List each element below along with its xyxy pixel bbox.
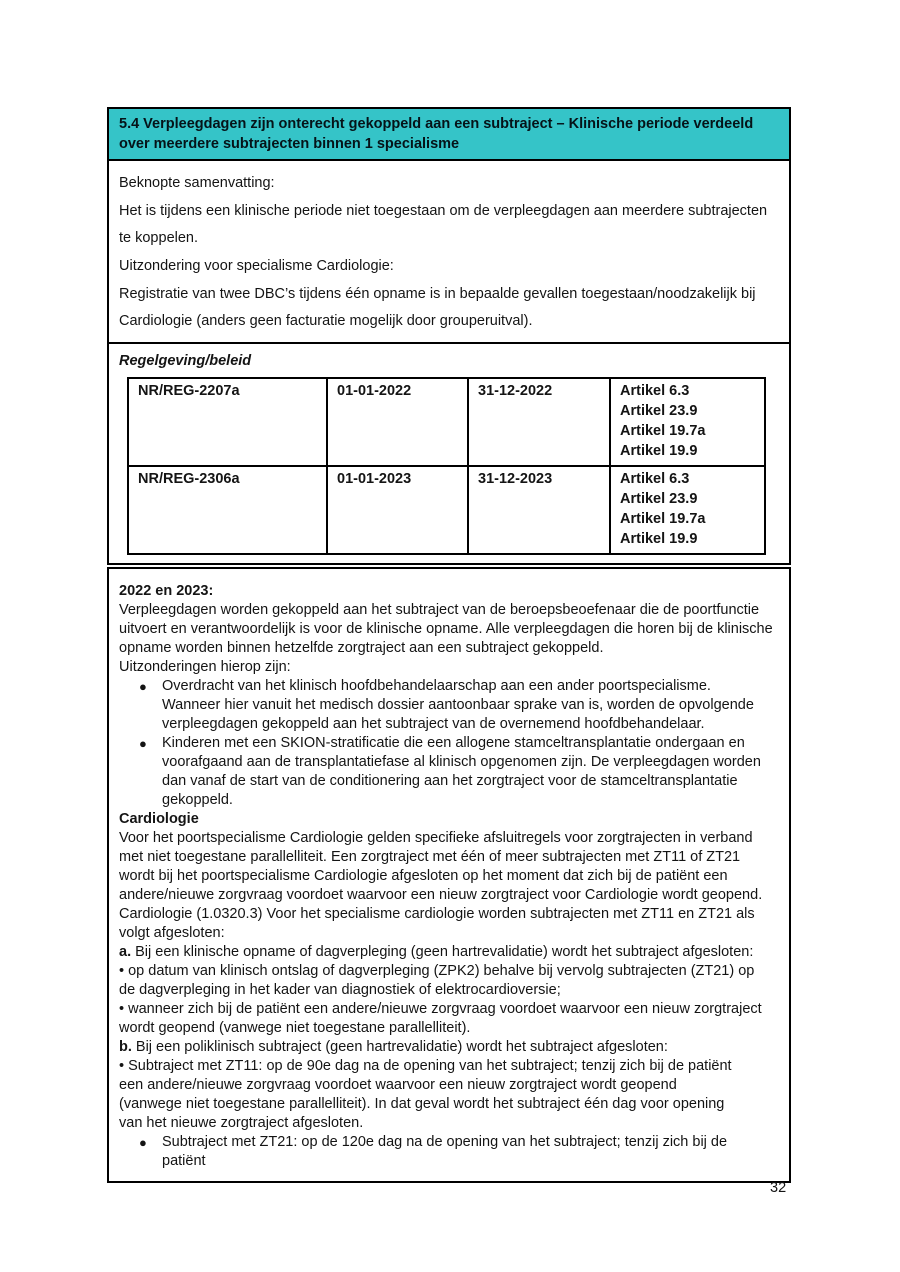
rule-item-a: [119, 943, 773, 962]
cardiology-rule-paragraph: Cardiologie (1.0320.3) Voor het specialisme cardiologie worden subtrajecten met ZT11 en ZT21 als volgt afgesloten:: [119, 906, 755, 941]
years-heading: 2022 en 2023:: [119, 583, 214, 599]
article-ref: Artikel 19.7a: [620, 511, 706, 527]
article-ref: Artikel 19.7a: [620, 423, 706, 439]
article-ref: Artikel 19.9: [620, 531, 698, 547]
bullet-icon: ●: [139, 736, 147, 751]
article-ref: Artikel 6.3: [620, 471, 690, 487]
rule-item-a-text: Bij een klinische opname of dagverpleging (geen hartrevalidatie) wordt het subtraject afgesloten:: [131, 944, 754, 960]
rule-sub-a1: • op datum van klinisch ontslag of dagverpleging (ZPK2) behalve bij vervolg subtrajecten (ZT21) op de dagverpleging in het kader van diagnostiek of elektrocardioversie;: [119, 963, 755, 998]
rule-item-b-text: Bij een poliklinisch subtraject (geen hartrevalidatie) wordt het subtraject afgesloten:: [131, 1039, 668, 1055]
summary-paragraph: Registratie van twee DBC’s tijdens één opname is in bepaalde gevallen toegestaan/noodzakelijk bij Cardiologie (anders geen facturatie mogelijk door grouperuitval).: [119, 286, 756, 329]
article-ref: Artikel 23.9: [620, 403, 698, 419]
rule-sub-b1-line: (vanwege niet toegestane parallelliteit). In dat geval wordt het subtraject één dag voor opening: [119, 1096, 725, 1112]
article-ref: Artikel 23.9: [620, 491, 698, 507]
regulation-code-cell: NR/REG-2207a: [128, 378, 327, 466]
exceptions-label: Uitzonderingen hierop zijn:: [119, 659, 291, 675]
articles-cell: [610, 466, 765, 554]
rule-item-b-prefix: b.: [119, 1039, 132, 1055]
document-body: [107, 107, 791, 1183]
rule-item-b: [119, 1038, 773, 1057]
summary-box: [107, 159, 791, 344]
rule-sub-b1-line: een andere/nieuwe zorgvraag voordoet waarvoor een nieuw zorgtraject wordt geopend: [119, 1077, 677, 1093]
summary-label: Beknopte samenvatting:: [119, 175, 275, 191]
main-text-box: [107, 567, 791, 1183]
regulation-label: Regelgeving/beleid: [119, 353, 252, 369]
articles-cell: [610, 378, 765, 466]
bullet-text: Kinderen met een SKION-stratificatie die een allogene stamceltransplantatie ondergaan en voorafgaand aan de transplantatiefase al klinisch opgenomen zijn. De verpleegdagen worden dan vanaf de start van de conditionering aan het zorgtraject voor de stamceltransplantatie gekoppeld.: [162, 735, 761, 808]
bullet-text: Overdracht van het klinisch hoofdbehandelaarschap aan een ander poortspecialisme. Wanneer hier vanuit het medisch dossier aantoonbaar sprake van is, worden de opvolgende verpleegdagen gekoppeld aan het subtraject van de overnemend hoofdbehandelaar.: [162, 678, 754, 732]
bullet-text: Subtraject met ZT21: op de 120e dag na de opening van het subtraject; tenzij zich bij de patiënt: [162, 1134, 728, 1169]
rule-sub-b1: [119, 1057, 773, 1133]
cardiology-paragraph: Voor het poortspecialisme Cardiologie gelden specifieke afsluitregels voor zorgtrajecten in verband met niet toegestane parallelliteit. Een zorgtraject met één of meer subtrajecten met ZT11 of ZT21 wordt bij het poortspecialisme Cardiologie afgesloten op het moment dat zich bij de patiënt een andere/nieuwe zorgvraag voordoet waarvoor een nieuw zorgtraject voor Cardiologie wordt geopend.: [119, 830, 763, 903]
list-item: [119, 734, 773, 810]
section-header: [107, 107, 791, 161]
rule-sub-b1-line: • Subtraject met ZT11: op de 90e dag na de opening van het subtraject; tenzij zich bij de patiënt: [119, 1058, 732, 1074]
end-date-cell: 31-12-2022: [468, 378, 610, 466]
article-ref: Artikel 19.9: [620, 443, 698, 459]
cardiology-heading: Cardiologie: [119, 811, 199, 827]
article-ref: Artikel 6.3: [620, 383, 690, 399]
start-date-cell: 01-01-2023: [327, 466, 468, 554]
exceptions-list: [119, 677, 773, 810]
section-title: 5.4 Verpleegdagen zijn onterecht gekoppeld aan een subtraject – Klinische periode verdeeld over meerdere subtrajecten binnen 1 specialisme: [119, 116, 754, 152]
rule-item-a-prefix: a.: [119, 944, 132, 960]
summary-exception-label: Uitzondering voor specialisme Cardiologie:: [119, 258, 394, 274]
summary-paragraph: Het is tijdens een klinische periode niet toegestaan om de verpleegdagen aan meerdere subtrajecten te koppelen.: [119, 203, 768, 246]
list-item: [119, 677, 773, 734]
rule-sub-b1-line: van het nieuwe zorgtraject afgesloten.: [119, 1115, 364, 1131]
table-row: [128, 378, 765, 466]
rule-sub-a2: • wanneer zich bij de patiënt een andere/nieuwe zorgvraag voordoet waarvoor een nieuw zorgtraject wordt geopend (vanwege niet toegestane parallelliteit).: [119, 1001, 762, 1036]
bullet-icon: ●: [139, 679, 147, 694]
regulation-code-cell: NR/REG-2306a: [128, 466, 327, 554]
end-date-cell: 31-12-2023: [468, 466, 610, 554]
regulation-box: [107, 342, 791, 565]
page-number: 32: [770, 1180, 787, 1196]
main-paragraph: Verpleegdagen worden gekoppeld aan het subtraject van de beroepsbeoefenaar die de poortfunctie uitvoert en verantwoordelijk is voor de klinische opname. Alle verpleegdagen die horen bij de klinische opname worden binnen hetzelfde zorgtraject aan een subtraject gekoppeld.: [119, 602, 773, 656]
start-date-cell: 01-01-2022: [327, 378, 468, 466]
list-item: [119, 1133, 773, 1171]
table-row: [128, 466, 765, 554]
bullet-icon: ●: [139, 1135, 147, 1150]
regulation-table: [127, 377, 766, 555]
